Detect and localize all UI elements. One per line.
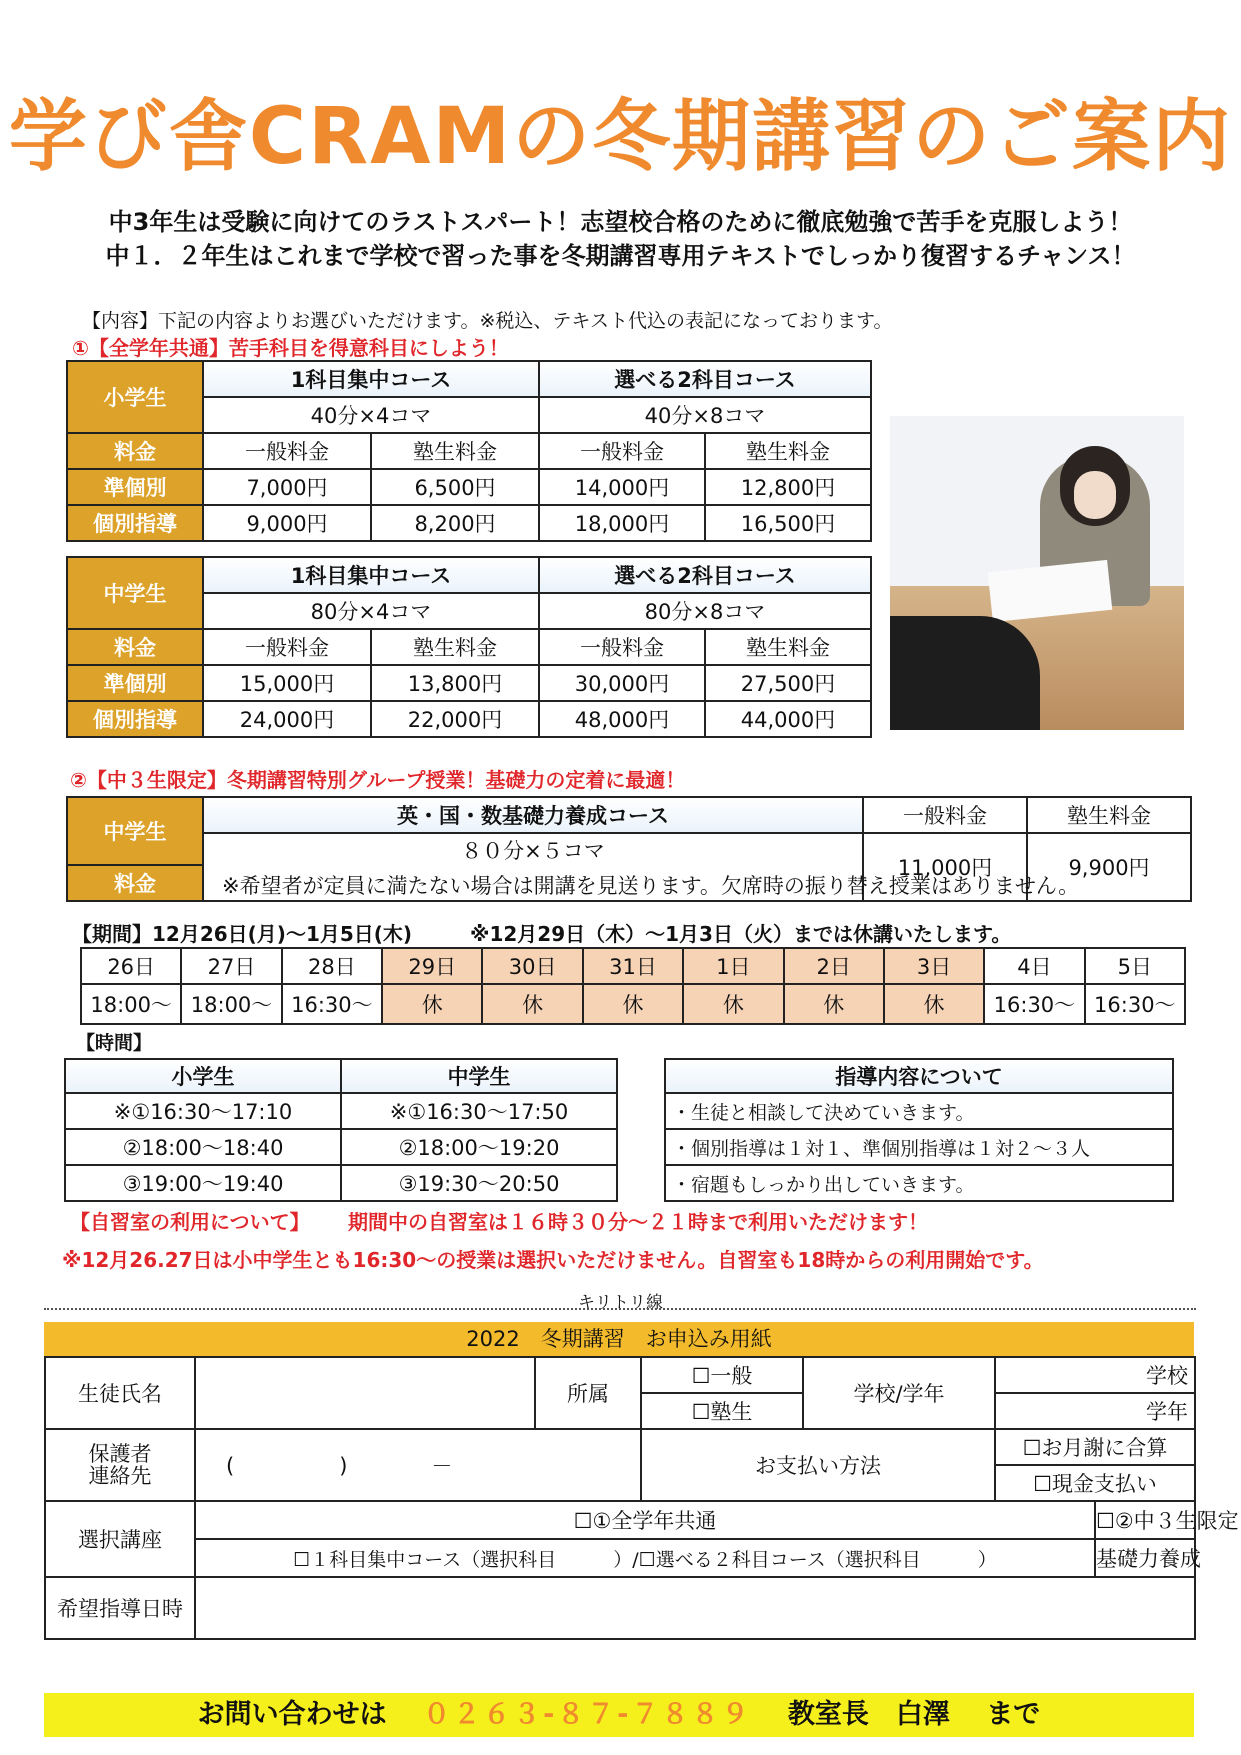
desired-date-field[interactable] [195,1577,1195,1639]
calendar-day: 5日 [1085,948,1185,984]
mid-member-1: 塾生料金 [371,629,539,665]
elem-general-1: 一般料金 [203,433,371,469]
mid-row-label: 準個別 [67,665,203,701]
guardian-label: 保護者 [88,1442,152,1466]
elem-course1: 1科目集中コース [203,361,539,397]
calendar-day: 29日 [382,948,482,984]
guidance-header: 指導内容について [665,1059,1173,1093]
elem-price: 18,000円 [539,505,705,541]
contact-suffix: まで [986,1699,1041,1730]
affiliation-label: 所属 [535,1357,641,1429]
basic-label: 基礎力養成 [1095,1539,1195,1577]
student-name-field[interactable] [195,1357,535,1429]
elem-course2-time: 40分×8コマ [539,397,871,433]
elem-row-label: 個別指導 [67,505,203,541]
section1-title: ①【全学年共通】苦手科目を得意科目にしよう！ [72,336,509,360]
intro-line-2: 中１．２年生はこれまで学校で習った事を冬期講習専用テキストでしっかり復習するチャンス！ [105,242,1136,270]
mid-general-1: 一般料金 [203,629,371,665]
guidance-item: ・宿題もしっかり出していきます。 [665,1165,1173,1201]
period-calendar [80,947,1186,1025]
mid-price: 24,000円 [203,701,371,737]
mid-general-2: 一般料金 [539,629,705,665]
form-title: 2022 冬期講習 お申込み用紙 [466,1327,772,1351]
elem-price: 6,500円 [371,469,539,505]
mid-price: 48,000円 [539,701,705,737]
calendar-day: 27日 [181,948,281,984]
elem-price: 12,800円 [705,469,871,505]
elem-general-2: 一般料金 [539,433,705,469]
elem-price: 7,000円 [203,469,371,505]
calendar-time: 18:00～ [181,984,281,1024]
desired-date-label: 希望指導日時 [45,1577,195,1639]
calendar-time: 16:30～ [282,984,382,1024]
calendar-time: 休 [382,984,482,1024]
elem-row-label: 準個別 [67,469,203,505]
mid-price: 44,000円 [705,701,871,737]
section2-title: ②【中３生限定】冬期講習特別グループ授業！基礎力の定着に最適！ [70,768,686,792]
pay-monthly-checkbox[interactable]: ☐お月謝に合算 [995,1429,1195,1465]
calendar-day: 28日 [282,948,382,984]
calendar-day: 2日 [784,948,884,984]
contact-head: 教室長 白澤 [787,1699,950,1730]
study-room-label: 【自習室の利用について】 [70,1210,310,1234]
page-title: 学び舎CRAMの冬期講習のご案内 [8,92,1233,182]
elem-course2: 選べる2科目コース [539,361,871,397]
elem-member-2: 塾生料金 [705,433,871,469]
period-label: 【期間】12月26日(月)～1月5日(木) [72,922,413,946]
school-field[interactable]: 学校 [995,1357,1195,1393]
mid-course2-time: 80分×8コマ [539,593,871,629]
calendar-day: 30日 [482,948,582,984]
mid-price: 27,500円 [705,665,871,701]
contact-prefix: お問い合わせは [197,1699,387,1730]
calendar-day: 31日 [583,948,683,984]
cut-line [44,1308,1196,1310]
mid-course2: 選べる2科目コース [539,557,871,593]
group-fee-label: 料金 [67,865,203,901]
mid-price: 15,000円 [203,665,371,701]
opt-third-checkbox[interactable]: ☐②中３生限定 [1095,1501,1195,1539]
mid-row-label: 個別指導 [67,701,203,737]
contact-label: 連絡先 [88,1464,152,1488]
mid-course1-time: 80分×4コマ [203,593,539,629]
course-select-label: 選択講座 [45,1501,195,1577]
mid-member-2: 塾生料金 [705,629,871,665]
schedule-elem-slot: ③19:00～19:40 [65,1165,341,1201]
elementary-label: 小学生 [67,361,203,433]
elem-price: 16,500円 [705,505,871,541]
contact-text [44,1693,1194,1737]
middle-label: 中学生 [67,557,203,629]
group-general-price: 11,000円 [863,833,1027,901]
mid-course1: 1科目集中コース [203,557,539,593]
application-form [44,1356,1239,1640]
calendar-day: 3日 [884,948,984,984]
elem-member-1: 塾生料金 [371,433,539,469]
mid-price: 22,000円 [371,701,539,737]
elementary-price-table [66,360,872,542]
mid-price: 13,800円 [371,665,539,701]
calendar-time: 18:00～ [81,984,181,1024]
calendar-time: 休 [884,984,984,1024]
calendar-time: 休 [784,984,884,1024]
intro-line-1: 中3年生は受験に向けてのラストスパート！志望校合格のために徹底勉強で苦手を克服しよう！ [108,208,1133,236]
cut-line-label: キリトリ線 [578,1293,663,1313]
grade-field[interactable]: 学年 [995,1393,1195,1429]
schedule-mid-slot: ※①16:30～17:50 [341,1093,617,1129]
schedule-elem-slot: ※①16:30～17:10 [65,1093,341,1129]
calendar-day: 4日 [984,948,1084,984]
schedule-elem-slot: ②18:00～18:40 [65,1129,341,1165]
guidance-box [664,1058,1174,1202]
group-note: ※希望者が定員に満たない場合は開講を見送ります。欠席時の振り替え授業はありません。 [203,865,863,901]
calendar-time: 16:30～ [984,984,1084,1024]
phone-field[interactable]: ( ) － [195,1429,641,1501]
elem-price: 14,000円 [539,469,705,505]
guidance-item: ・個別指導は１対１、準個別指導は１対２～３人 [665,1129,1173,1165]
group-course: 英・国・数基礎力養成コース [203,797,863,833]
schedule-mid-header: 中学生 [341,1059,617,1093]
schedule-elem-header: 小学生 [65,1059,341,1093]
elem-fee-label: 料金 [67,433,203,469]
class-schedule-table [64,1058,618,1202]
opt-all-checkbox[interactable]: ☐①全学年共通 [195,1501,1095,1539]
student-photo [890,416,1184,730]
calendar-time: 16:30～ [1085,984,1185,1024]
school-grade-label: 学校/学年 [803,1357,995,1429]
payment-label: お支払い方法 [641,1429,995,1501]
calendar-day: 26日 [81,948,181,984]
student-name-label: 生徒氏名 [45,1357,195,1429]
contact-bar [44,1693,1194,1737]
group-class-table [66,796,1192,902]
calendar-time: 休 [482,984,582,1024]
period-note: ※12月29日（木）～1月3日（火）までは休講いたします。 [470,922,1012,946]
mid-fee-label: 料金 [67,629,203,665]
group-member-label: 塾生料金 [1027,797,1191,833]
opt-member-checkbox[interactable]: ☐塾生 [641,1393,803,1429]
elem-price: 9,000円 [203,505,371,541]
opt-general-checkbox[interactable]: ☐一般 [641,1357,803,1393]
calendar-time: 休 [683,984,783,1024]
group-general-label: 一般料金 [863,797,1027,833]
mid-price: 30,000円 [539,665,705,701]
study-room-text: 期間中の自習室は１６時３０分～２１時まで利用いただけます！ [348,1210,928,1234]
opt-courses-checkbox[interactable]: ☐１科目集中コース（選択科目 ）/☐選べる２科目コース（選択科目 ） [195,1539,1095,1577]
group-time: ８０分×５コマ [203,833,863,865]
guidance-item: ・生徒と相談して決めていきます。 [665,1093,1173,1129]
group-member-price: 9,900円 [1027,833,1191,901]
content-note: 【内容】下記の内容よりお選びいただけます。※税込、テキスト代込の表記になっております。 [82,310,893,332]
form-title-bar [44,1322,1194,1356]
pay-cash-checkbox[interactable]: ☐現金支払い [995,1465,1195,1501]
middle-price-table [66,556,872,738]
group-label: 中学生 [67,797,203,865]
elem-price: 8,200円 [371,505,539,541]
elem-course1-time: 40分×4コマ [203,397,539,433]
time-label: 【時間】 [76,1032,153,1054]
calendar-day: 1日 [683,948,783,984]
guardian-contact-label [45,1429,195,1501]
contact-phone[interactable]: ０２６３-８７-７８８９ [423,1699,752,1730]
schedule-mid-slot: ②18:00～19:20 [341,1129,617,1165]
calendar-time: 休 [583,984,683,1024]
schedule-mid-slot: ③19:30～20:50 [341,1165,617,1201]
warning-text: ※12月26.27日は小中学生とも16:30～の授業は選択いただけません。自習室も18時からの利用開始です。 [62,1248,1044,1272]
